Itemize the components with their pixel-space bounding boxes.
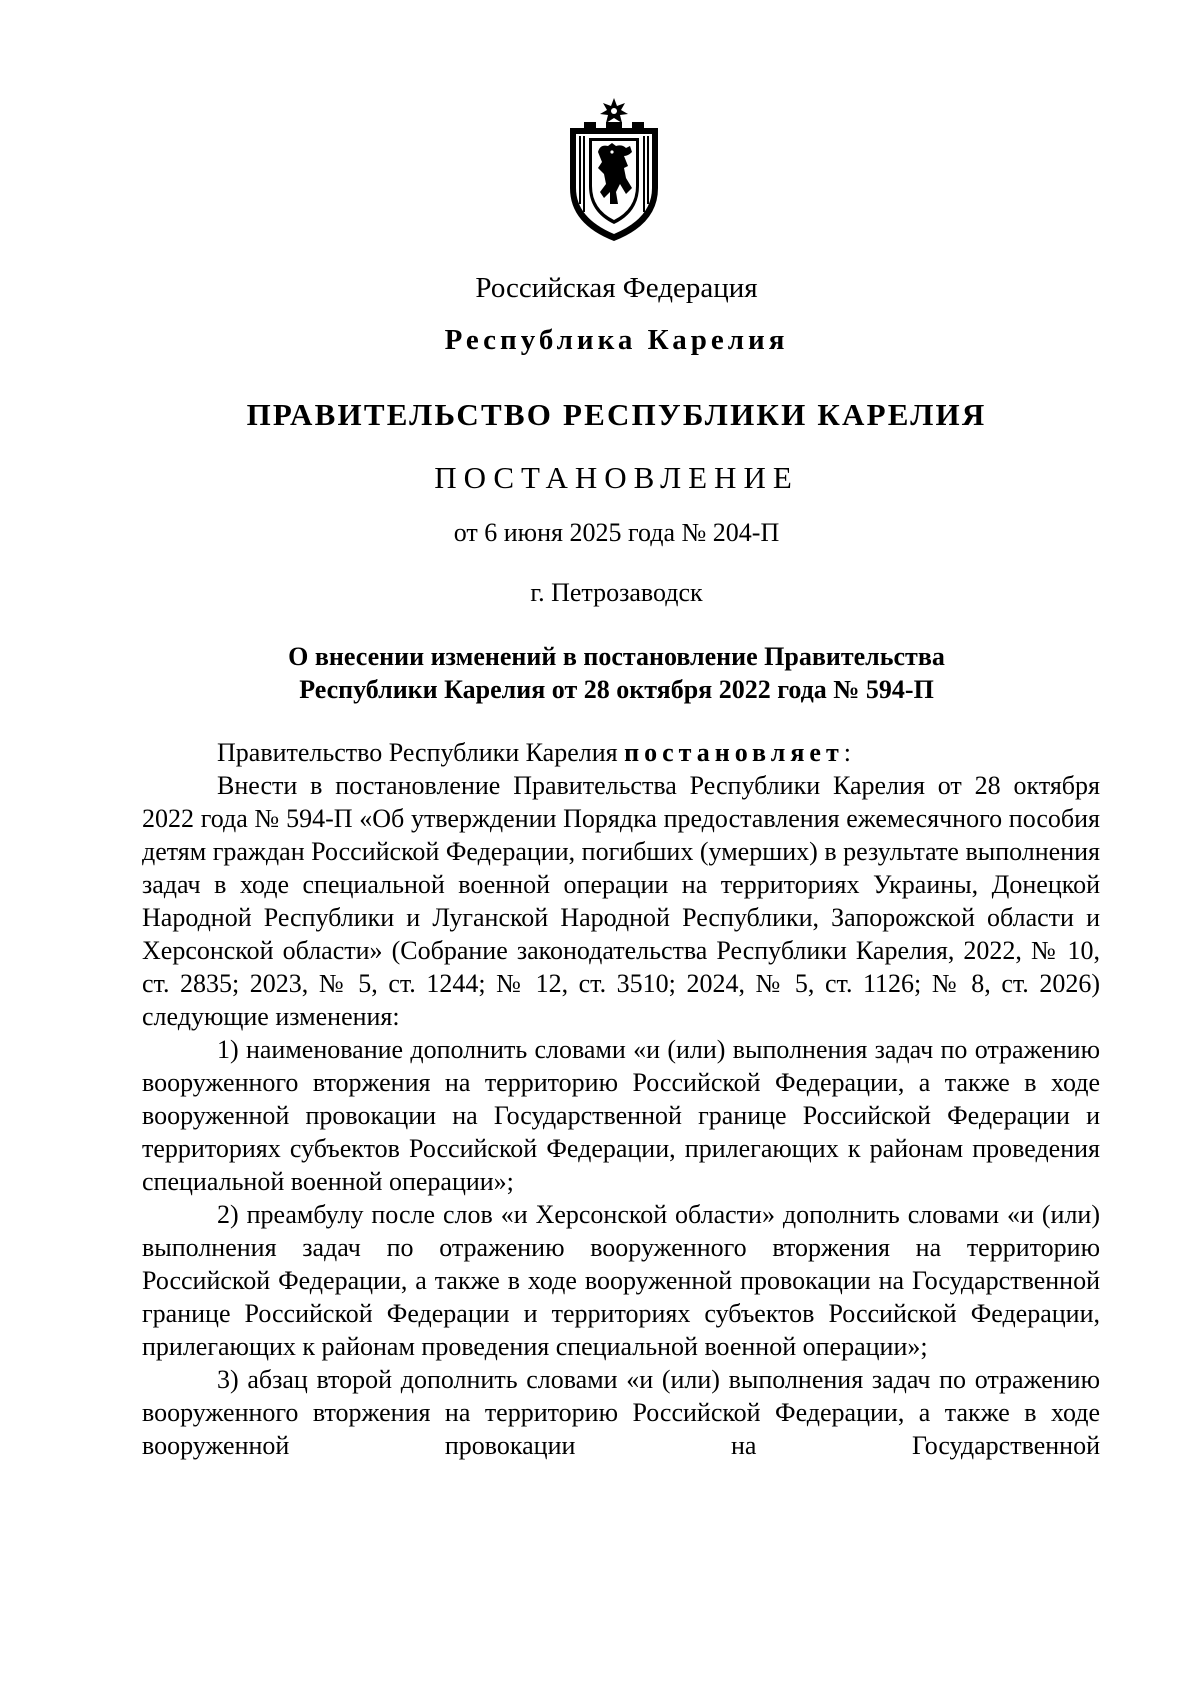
decree-keyword: постановляет <box>624 738 844 767</box>
document-type: ПОСТАНОВЛЕНИЕ <box>434 460 799 495</box>
amendment-item-2: 2) преамбулу после слов «и Херсонской области» дополнить словами «и (или) выполнения задач по отражению вооруженного вторжения на территорию Российской Федерации, а также в ходе вооруженной провокации на Государственной границе Российской Федерации и территориях субъектов Российской Федерации, прилегающих к районам проведения специальной военной операции»; <box>142 1200 1100 1361</box>
amendment-item-1: 1) наименование дополнить словами «и (или) выполнения задач по отражению вооруженного вторжения на территорию Российской Федерации, а также в ходе вооруженной провокации на Государственной границе Российской Федерации и территориях субъектов Российской Федерации, прилегающих к районам проведения специальной военной операции»; <box>142 1035 1100 1196</box>
decree-intro-suffix: : <box>843 738 851 767</box>
decree-main-paragraph: Внести в постановление Правительства Республики Карелия от 28 октября 2022 года № 594-П «Об утверждении Порядка предоставления ежемесячного пособия детям граждан Российской Федерации, погибших (умерших) в результате выполнения задач в ходе специальной военной операции на территориях Украины, Донецкой Народной Республики и Луганской Народной Республики, Запорожской области и Херсонской области» (Собрание законодательства Республики Карелия, 2022, № 10, ст. 2835; 2023, № 5, ст. 1244; № 12, ст. 3510; 2024, № 5, ст. 1126; № 8, ст. 2026) следующие изменения: <box>142 771 1100 1031</box>
country-name: Российская Федерация <box>475 272 758 304</box>
document-date-number: от 6 июня 2025 года № 204-П <box>453 518 780 547</box>
karelia-coat-of-arms-emblem <box>564 96 664 246</box>
government-name: ПРАВИТЕЛЬСТВО РЕСПУБЛИКИ КАРЕЛИЯ <box>246 397 987 432</box>
document-body <box>142 736 1100 1462</box>
document-subject <box>0 640 1200 706</box>
subject-line-2: Республики Карелия от 28 октября 2022 года № 594-П <box>299 675 934 704</box>
document-city: г. Петрозаводск <box>530 578 703 607</box>
decree-intro-prefix: Правительство Республики Карелия <box>217 738 625 767</box>
amendment-item-3: 3) абзац второй дополнить словами «и (или) выполнения задач по отражению вооруженного вторжения на территорию Российской Федерации, а также в ходе вооруженной провокации на Государственной <box>142 1365 1100 1460</box>
decree-intro <box>142 736 1100 769</box>
republic-name: Республика Карелия <box>444 324 789 356</box>
subject-line-1: О внесении изменений в постановление Правительства <box>288 642 945 671</box>
